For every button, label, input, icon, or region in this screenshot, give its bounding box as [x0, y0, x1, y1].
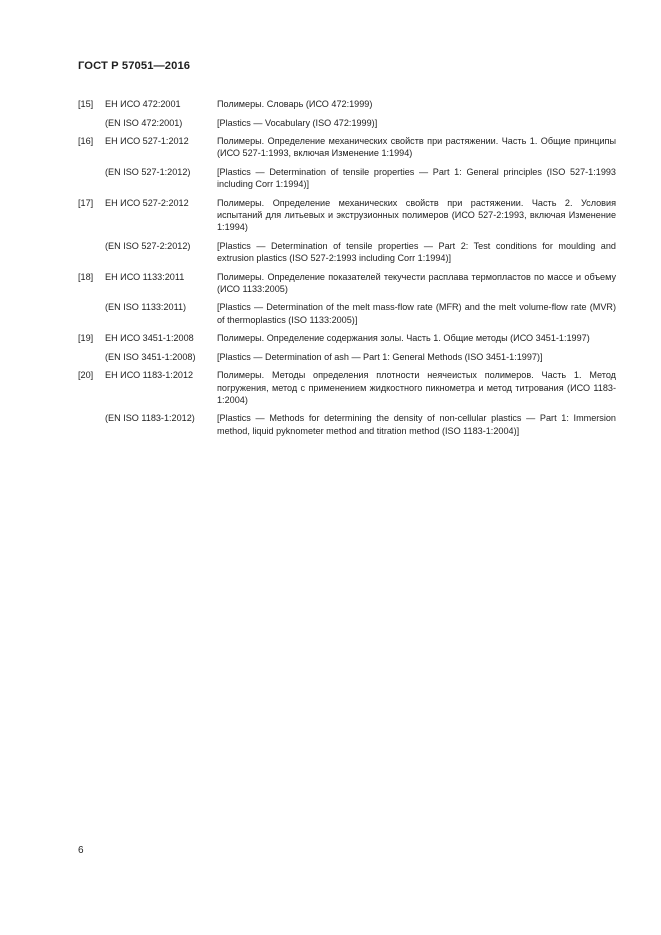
- reference-number: [78, 117, 105, 129]
- reference-code: ЕН ИСО 3451-1:2008: [105, 333, 194, 344]
- reference-code: (EN ISO 1133:2011): [105, 302, 187, 313]
- reference-number: [18]: [78, 271, 94, 282]
- reference-number: [20]: [78, 370, 94, 381]
- reference-number: [16]: [78, 136, 94, 147]
- reference-code: ЕН ИСО 472:2001: [105, 99, 181, 109]
- reference-number: [78, 412, 105, 436]
- reference-row: [78, 412, 616, 436]
- reference-row: [78, 271, 616, 295]
- reference-row: [78, 98, 616, 110]
- reference-code: (EN ISO 527-2:2012): [105, 240, 191, 251]
- references-list: [78, 98, 616, 443]
- reference-row: [78, 351, 616, 363]
- reference-row: [78, 117, 616, 129]
- reference-code: ЕН ИСО 1183-1:2012: [105, 370, 194, 381]
- reference-description: Полимеры. Определение содержания золы. Часть 1. Общие методы (ИСО 3451-1:1997): [217, 333, 590, 344]
- reference-description: [Plastics — Methods for determining the density of non-cellular plastics — Part 1: Immersion method, liquid pyknometer method and titration method (ISO 1183-1:2004)]: [217, 413, 616, 436]
- reference-description: [Plastics — Determination of the melt mass-flow rate (MFR) and the melt volume-flow rate (MVR) of thermoplastics (ISO 1133:2005)]: [217, 302, 616, 325]
- reference-description: [Plastics — Determination of ash — Part 1: General Methods (ISO 3451-1:1997)]: [217, 351, 543, 362]
- reference-row: [78, 197, 616, 234]
- reference-code: ЕН ИСО 1133:2011: [105, 271, 185, 282]
- reference-code: ЕН ИСО 527-2:2012: [105, 197, 189, 208]
- reference-row: [78, 166, 616, 190]
- reference-row: [78, 301, 616, 325]
- reference-code: (EN ISO 472:2001): [105, 117, 183, 128]
- reference-description: [Plastics — Vocabulary (ISO 472:1999)]: [217, 117, 378, 128]
- reference-number: [78, 166, 105, 190]
- reference-description: [Plastics — Determination of tensile properties — Part 2: Test conditions for moulding and extrusion plastics (ISO 527-2:1993 including Corr 1:1994)]: [217, 240, 616, 263]
- reference-number: [19]: [78, 333, 94, 344]
- reference-description: Полимеры. Методы определения плотности неячеистых полимеров. Часть 1. Метод погружения, метод с применением жидкостного пикнометра и метод титрования (ИСО 1183-1:2004): [217, 370, 616, 405]
- reference-code: (EN ISO 3451-1:2008): [105, 351, 196, 362]
- reference-description: [Plastics — Determination of tensile properties — Part 1: General principles (ISO 527-1:1993 including Corr 1:1994)]: [217, 166, 616, 190]
- page-number: 6: [78, 845, 84, 856]
- reference-row: [78, 240, 616, 264]
- reference-number: [78, 301, 105, 325]
- reference-code: (EN ISO 527-1:2012): [105, 166, 191, 177]
- reference-code: (EN ISO 1183-1:2012): [105, 413, 195, 424]
- reference-number: [17]: [78, 197, 94, 208]
- reference-description: Полимеры. Определение механических свойств при растяжении. Часть 2. Условия испытаний для литьевых и экструзионных полимеров (ИСО 527-2:1993, включая Изменение 1:1994): [217, 197, 616, 233]
- reference-number: [78, 240, 105, 264]
- page-title: ГОСТ Р 57051—2016: [78, 60, 191, 72]
- reference-row: [78, 135, 616, 159]
- reference-code: ЕН ИСО 527-1:2012: [105, 136, 189, 147]
- reference-row: [78, 332, 616, 344]
- reference-number: [78, 351, 105, 363]
- reference-description: Полимеры. Словарь (ИСО 472:1999): [217, 99, 373, 109]
- reference-description: Полимеры. Определение показателей текучести расплава термопластов по массе и объему (ИСО 1133:2005): [217, 271, 616, 294]
- reference-row: [78, 369, 616, 406]
- reference-number: [15]: [78, 99, 94, 109]
- reference-description: Полимеры. Определение механических свойств при растяжении. Часть 1. Общие принципы (ИСО 527-1:1993, включая Изменение 1:1994): [217, 136, 616, 159]
